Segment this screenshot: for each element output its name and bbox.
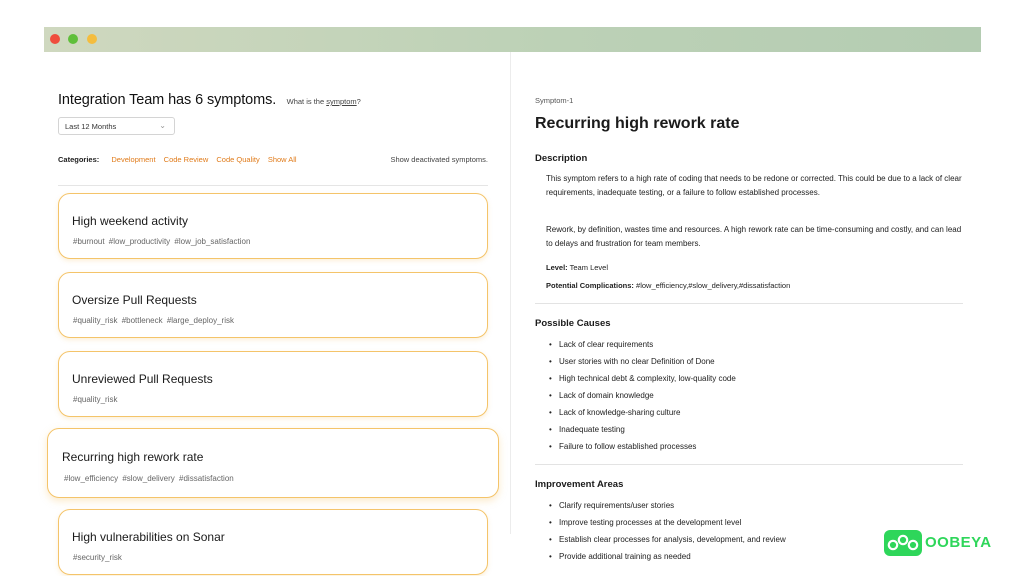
- symptom-card[interactable]: [58, 272, 488, 338]
- category-filter: [58, 155, 488, 164]
- list-item: • Establish clear processes for analysis, development, and review: [549, 531, 786, 548]
- oobeya-wordmark: OOBEYA: [925, 534, 992, 551]
- list-item: • Improve testing processes at the development level: [549, 514, 786, 531]
- possible-causes-heading: Possible Causes: [535, 318, 611, 329]
- divider: [535, 464, 963, 465]
- list-item: • High technical debt & complexity, low-quality code: [549, 370, 736, 387]
- symptom-help-link[interactable]: symptom: [326, 97, 357, 106]
- list-item: • User stories with no clear Definition of Done: [549, 353, 736, 370]
- page-heading: [58, 91, 361, 109]
- list-item: • Failure to follow established processes: [549, 438, 736, 455]
- chevron-down-icon: ⌄: [159, 121, 166, 130]
- symptom-card-title: Recurring high rework rate: [62, 450, 204, 464]
- symptom-title: Recurring high rework rate: [535, 115, 740, 132]
- list-item: • Clarify requirements/user stories: [549, 497, 786, 514]
- divider: [535, 303, 963, 304]
- complications-row: [546, 281, 790, 290]
- level-row: [546, 263, 608, 272]
- show-deactivated-link[interactable]: Show deactivated symptoms.: [390, 155, 488, 164]
- period-select[interactable]: [58, 117, 175, 135]
- list-item: • Lack of knowledge-sharing culture: [549, 404, 736, 421]
- categories-label: Categories:: [58, 155, 100, 164]
- symptom-card-title: Oversize Pull Requests: [72, 293, 197, 307]
- symptom-card-selected[interactable]: [47, 428, 499, 498]
- improvement-areas-list: [549, 497, 786, 565]
- minimize-window-button[interactable]: [87, 34, 97, 44]
- symptom-card-tags: #quality_risk #bottleneck #large_deploy_risk: [73, 316, 234, 325]
- possible-causes-list: [549, 336, 736, 455]
- period-select-value: Last 12 Months: [65, 122, 117, 131]
- page-title: Integration Team has 6 symptoms.: [58, 92, 277, 108]
- complications-value: #low_efficiency,#slow_delivery,#dissatisfaction: [636, 281, 791, 290]
- symptom-card[interactable]: [58, 193, 488, 259]
- category-development[interactable]: Development: [111, 155, 156, 164]
- title-bar: [44, 27, 981, 52]
- symptom-card-tags: #security_risk: [73, 553, 122, 562]
- description-paragraph-2: Rework, by definition, wastes time and resources. A high rework rate can be time-consuming and costly, and can lead to delays and frustration for team members.: [546, 225, 962, 248]
- symptom-card-title: High weekend activity: [72, 214, 189, 228]
- divider: [58, 185, 488, 186]
- list-item: • Lack of clear requirements: [549, 336, 736, 353]
- description-heading: Description: [535, 153, 588, 164]
- symptom-card-title: Unreviewed Pull Requests: [72, 372, 213, 386]
- category-code-quality[interactable]: Code Quality: [216, 155, 260, 164]
- symptom-card[interactable]: [58, 351, 488, 417]
- symptom-help: What is the symptom?: [286, 97, 361, 106]
- close-window-button[interactable]: [50, 34, 60, 44]
- symptom-card[interactable]: [58, 509, 488, 575]
- list-item: • Lack of domain knowledge: [549, 387, 736, 404]
- oobeya-logo: [884, 530, 1004, 556]
- description-paragraph-1: This symptom refers to a high rate of coding that needs to be redone or corrected. This could be due to a lack of clear requirements, inadequate testing, or a failure to follow established processes.: [546, 174, 962, 197]
- category-code-review[interactable]: Code Review: [163, 155, 209, 164]
- complications-label: Potential Complications:: [546, 281, 634, 290]
- list-item: • Inadequate testing: [549, 421, 736, 438]
- level-value: Team Level: [569, 263, 608, 272]
- symptom-card-tags: #burnout #low_productivity #low_job_satisfaction: [73, 237, 251, 246]
- symptom-card-tags: #quality_risk: [73, 395, 118, 404]
- list-item: • Provide additional training as needed: [549, 548, 786, 565]
- symptom-id: Symptom-1: [535, 96, 574, 105]
- oobeya-logo-icon: [884, 530, 922, 556]
- category-show-all[interactable]: Show All: [267, 155, 297, 164]
- maximize-window-button[interactable]: [68, 34, 78, 44]
- symptom-list-panel: [44, 52, 510, 562]
- symptom-card-tags: #low_efficiency #slow_delivery #dissatisfaction: [64, 474, 234, 483]
- level-label: Level:: [546, 263, 568, 272]
- improvement-areas-heading: Improvement Areas: [535, 479, 624, 490]
- symptom-card-title: High vulnerabilities on Sonar: [72, 530, 225, 544]
